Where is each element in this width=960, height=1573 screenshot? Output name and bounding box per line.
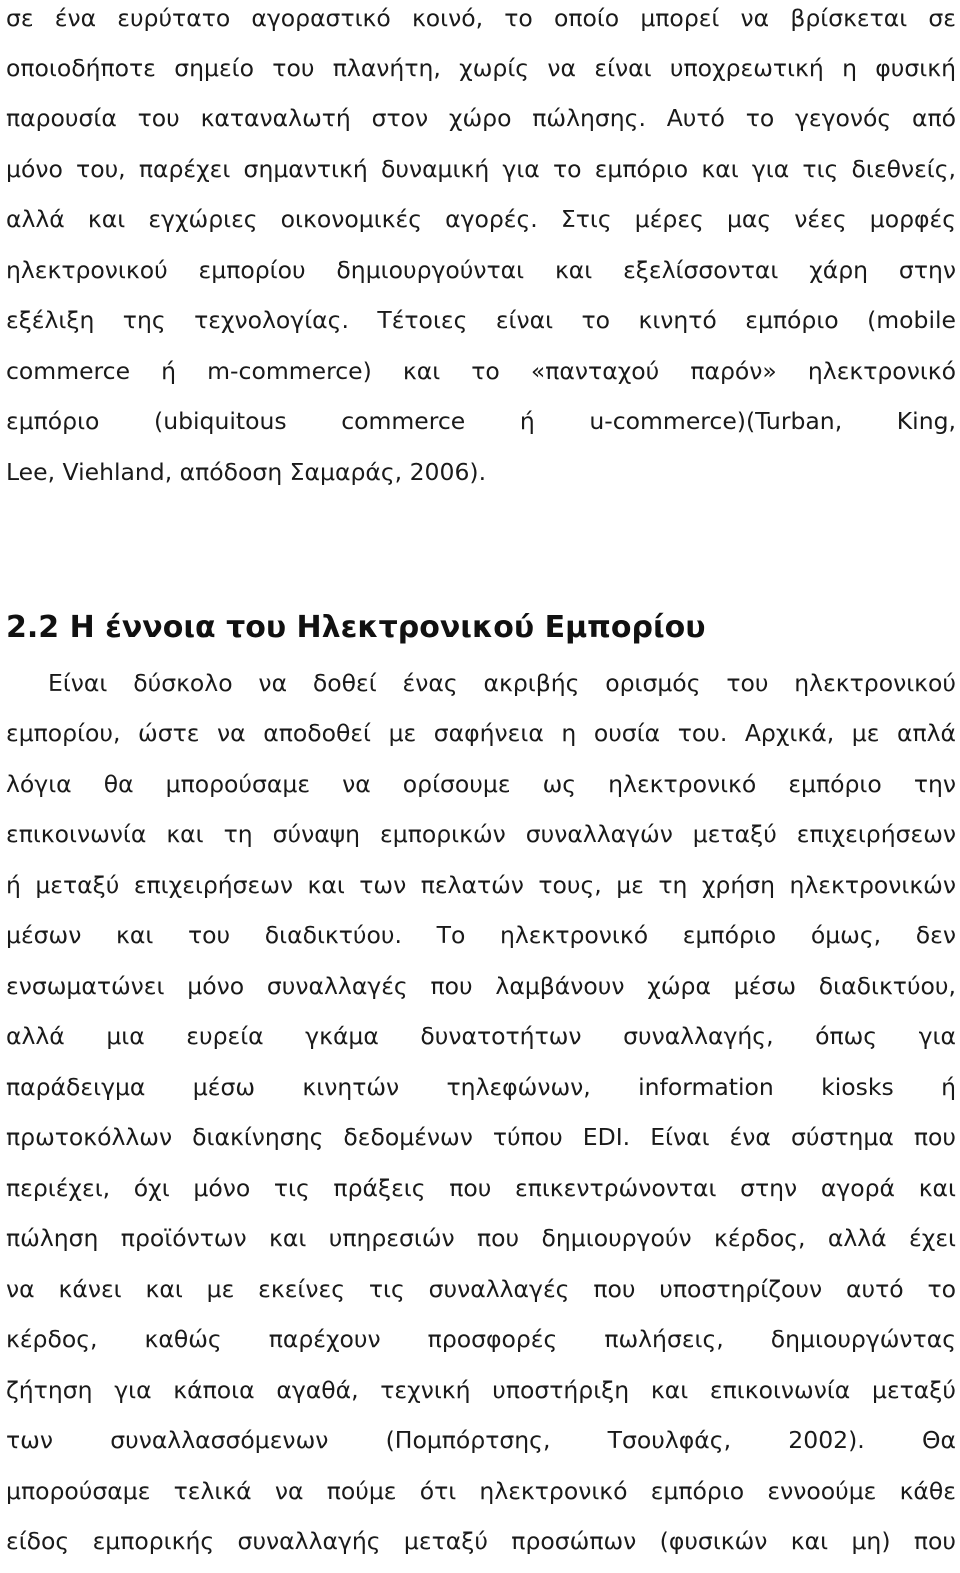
paragraph-1-line: μόνο του, παρέχει σημαντική δυναμική για το εμπόριο και για τις διεθνείς, [6,155,956,183]
paragraph-1-line: αλλά και εγχώριες οικονομικές αγορές. Στις μέρες μας νέες μορφές [6,205,956,233]
paragraph-1-line: commerce ή m-commerce) και το «πανταχού παρόν» ηλεκτρονικό [6,357,956,385]
section-heading: 2.2 Η έννοια του Ηλεκτρονικού Εμπορίου [6,610,706,645]
paragraph-2-line: ζήτηση για κάποια αγαθά, τεχνική υποστήριξη και επικοινωνία μεταξύ [6,1376,956,1404]
paragraph-2-line: αλλά μια ευρεία γκάμα δυνατοτήτων συναλλαγής, όπως για [6,1022,956,1050]
paragraph-1-line: ηλεκτρονικού εμπορίου δημιουργούνται και εξελίσσονται χάρη στην [6,256,956,284]
paragraph-2-line: Είναι δύσκολο να δοθεί ένας ακριβής ορισμός του ηλεκτρονικού [48,669,956,697]
paragraph-2-line: ή μεταξύ επιχειρήσεων και των πελατών τους, με τη χρήση ηλεκτρονικών [6,871,956,899]
paragraph-2-line: πώληση προϊόντων και υπηρεσιών που δημιουργούν κέρδος, αλλά έχει [6,1224,956,1252]
paragraph-1-line: παρουσία του καταναλωτή στον χώρο πώλησης. Αυτό το γεγονός από [6,104,956,132]
paragraph-2-line: παράδειγμα μέσω κινητών τηλεφώνων, information kiosks ή [6,1073,956,1101]
paragraph-2-line: ενσωματώνει μόνο συναλλαγές που λαμβάνουν χώρα μέσω διαδικτύου, [6,972,956,1000]
paragraph-2-line: περιέχει, όχι μόνο τις πράξεις που επικεντρώνονται στην αγορά και [6,1174,956,1202]
paragraph-2-line: των συναλλασσόμενων (Πομπόρτσης, Τσουλφάς, 2002). Θα [6,1426,956,1454]
paragraph-2-line: πρωτοκόλλων διακίνησης δεδομένων τύπου EDI. Είναι ένα σύστημα που [6,1123,956,1151]
paragraph-1-line: σε ένα ευρύτατο αγοραστικό κοινό, το οποίο μπορεί να βρίσκεται σε [6,4,956,32]
paragraph-2-line: κέρδος, καθώς παρέχουν προσφορές πωλήσεις, δημιουργώντας [6,1325,956,1353]
paragraph-1-line: εμπόριο (ubiquitous commerce ή u-commerce)(Turban, King, [6,407,956,435]
paragraph-2-line: εμπορίου, ώστε να αποδοθεί με σαφήνεια η ουσία του. Αρχικά, με απλά [6,719,956,747]
paragraph-1-line: οποιοδήποτε σημείο του πλανήτη, χωρίς να είναι υποχρεωτική η φυσική [6,54,956,82]
paragraph-1-line: Lee, Viehland, απόδοση Σαμαράς, 2006). [6,458,487,486]
paragraph-2-line: μέσων και του διαδικτύου. Το ηλεκτρονικό εμπόριο όμως, δεν [6,921,956,949]
paragraph-2-line: επικοινωνία και τη σύναψη εμπορικών συναλλαγών μεταξύ επιχειρήσεων [6,820,956,848]
paragraph-2-line: να κάνει και με εκείνες τις συναλλαγές που υποστηρίζουν αυτό το [6,1275,956,1303]
paragraph-2-line: λόγια θα μπορούσαμε να ορίσουμε ως ηλεκτρονικό εμπόριο την [6,770,956,798]
paragraph-1-line: εξέλιξη της τεχνολογίας. Τέτοιες είναι το κινητό εμπόριο (mobile [6,306,956,334]
paragraph-2-line: μπορούσαμε τελικά να πούμε ότι ηλεκτρονικό εμπόριο εννοούμε κάθε [6,1477,956,1505]
paragraph-2-line: είδος εμπορικής συναλλαγής μεταξύ προσώπων (φυσικών και μη) που [6,1527,956,1555]
